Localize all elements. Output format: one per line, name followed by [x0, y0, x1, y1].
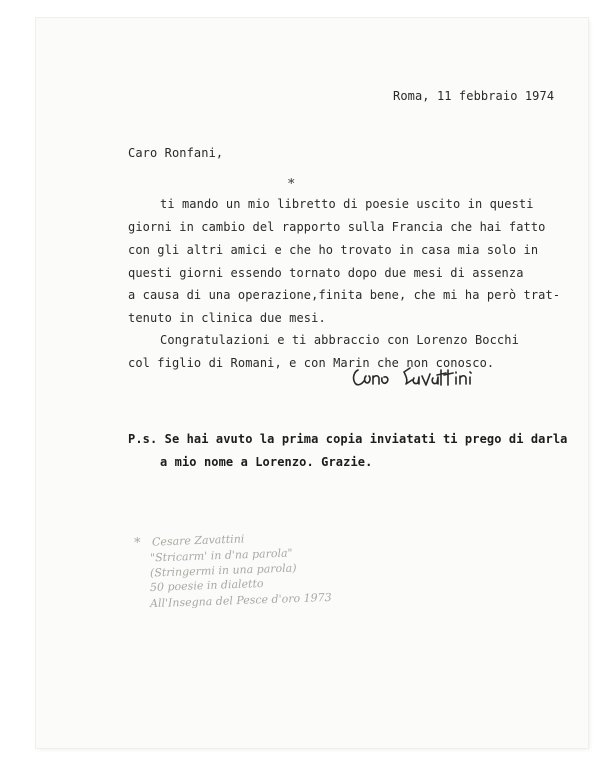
- body-line-4: questi giorni essendo tornato dopo due mesi di assenza: [128, 266, 524, 280]
- pencil-note-marker: *: [134, 536, 141, 551]
- pencil-note-line-5: All'Insegna del Pesce d'oro 1973: [149, 590, 332, 611]
- ps-line-1: P.s. Se hai avuto la prima copia inviatati ti prego di darla: [128, 432, 568, 446]
- pencil-note-line-4: 50 poesie in dialetto: [149, 577, 264, 594]
- pencil-note-line-2: "Stricarm' in d'na parola": [149, 546, 293, 565]
- pencil-note-line-1: Cesare Zavattini: [151, 532, 245, 549]
- date-line: Roma, 11 febbraio 1974: [393, 89, 555, 103]
- body-line-1: ti mando un mio libretto di poesie uscito in questi: [160, 197, 534, 211]
- asterisk-mark: *: [288, 177, 295, 192]
- body-line-6: tenuto in clinica due mesi.: [128, 311, 326, 325]
- ps-line-2: a mio nome a Lorenzo. Grazie.: [160, 455, 373, 469]
- body-line-2: giorni in cambio del rapporto sulla Francia che hai fatto: [128, 220, 546, 234]
- signature: [348, 358, 498, 398]
- body-line-8: col figlio di Romani, e con Marin che non conosco.: [128, 356, 495, 370]
- salutation: Caro Ronfani,: [128, 146, 224, 160]
- body-line-7: Congratulazioni e ti abbraccio con Lorenzo Bocchi: [160, 333, 519, 347]
- body-line-3: con gli altri amici e che ho trovato in casa mia solo in: [128, 243, 539, 257]
- pencil-note-line-3: (Stringermi in una parola): [149, 561, 297, 580]
- letter-sheet: [36, 18, 588, 748]
- body-line-5: a causa di una operazione,finita bene, che mi ha però trat-: [128, 288, 561, 302]
